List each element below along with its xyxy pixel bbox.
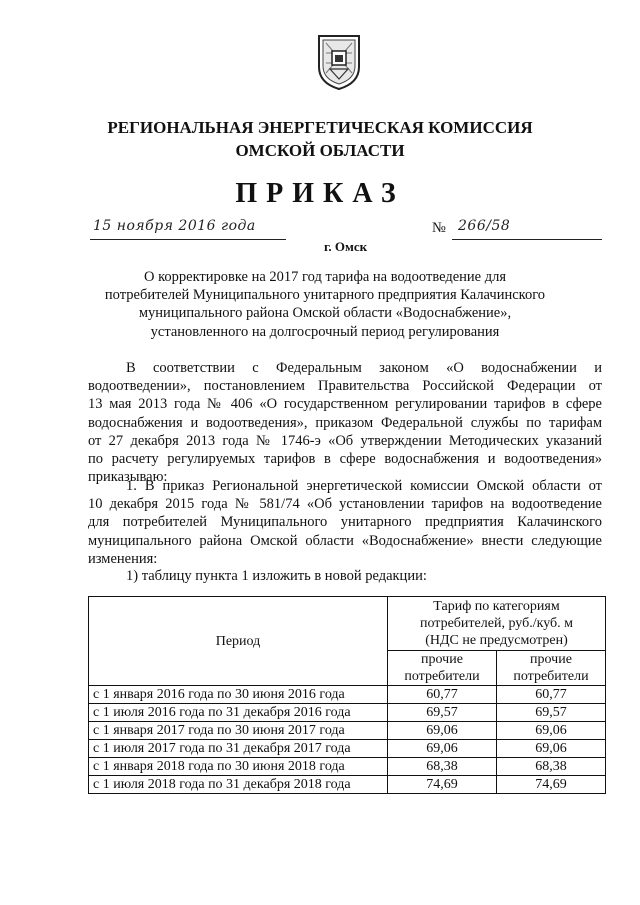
col2-header-line: прочие (530, 651, 572, 667)
coat-of-arms-icon (316, 33, 362, 91)
period-cell: с 1 января 2018 года по 30 июня 2018 года (89, 758, 388, 776)
preamble-line: 13 мая 2013 года № 406 «О государственном регулировании тарифов в сфере (88, 396, 602, 413)
tariff-value-cell: 69,57 (497, 704, 606, 722)
tariff-value-cell: 69,06 (497, 722, 606, 740)
preamble-line: В соответствии с Федеральным законом «О водоснабжении и (126, 360, 602, 376)
period-cell: с 1 июля 2018 года по 31 декабря 2018 года (89, 776, 388, 794)
table-row (89, 704, 606, 722)
item1-line: для потребителей Муниципального унитарного предприятия Калачинского (88, 514, 602, 531)
subject-line: потребителей Муниципального унитарного предприятия Калачинского (104, 287, 546, 304)
col2-header (497, 650, 606, 685)
tariff-value-cell: 69,06 (388, 740, 497, 758)
table-row (89, 686, 606, 704)
subject-line: муниципального района Омской области «Водоснабжение», (138, 305, 512, 322)
commission-name-line2: ОМСКОЙ ОБЛАСТИ (235, 141, 405, 160)
preamble-paragraph (88, 359, 602, 486)
col1-header-line: прочие (421, 651, 463, 667)
period-header: Период (89, 597, 388, 686)
table-row (89, 722, 606, 740)
tariff-value-cell: 74,69 (388, 776, 497, 794)
tariff-value-cell: 74,69 (497, 776, 606, 794)
item1-line: муниципального района Омской области «Водоснабжение» внести следующие (88, 532, 602, 549)
order-subject (80, 268, 570, 341)
preamble-line: приказываю: (88, 469, 168, 486)
col1-header-line: потребители (404, 668, 480, 684)
item1-line: 1. В приказ Региональной энергетической комиссии Омской области от (126, 478, 602, 494)
table-row (89, 758, 606, 776)
tariff-header-line: (НДС не предусмотрен) (425, 632, 568, 648)
preamble-line: водоснабжения и водоотведения», приказом Федеральной службы по тарифам (88, 414, 602, 431)
subject-line: О корректировке на 2017 год тарифа на водоотведение для (143, 269, 507, 285)
city-label: г. Омск (324, 239, 368, 254)
commission-name-line1: РЕГИОНАЛЬНАЯ ЭНЕРГЕТИЧЕСКАЯ КОМИССИЯ (107, 118, 533, 137)
tariff-value-cell: 69,06 (388, 722, 497, 740)
tariff-header-line: потребителей, руб./куб. м (420, 615, 573, 631)
tariff-value-cell: 60,77 (388, 686, 497, 704)
tariff-value-cell: 60,77 (497, 686, 606, 704)
period-cell: с 1 июля 2016 года по 31 декабря 2016 года (89, 704, 388, 722)
item-1-paragraph (88, 477, 602, 568)
preamble-line: по расчету регулируемых тарифов в сфере водоснабжения и водоотведения» (88, 451, 602, 468)
table-row (89, 740, 606, 758)
handwritten-number: 266/58 (458, 218, 511, 234)
date-underline (90, 239, 286, 240)
item1-line: 10 декабря 2015 года № 581/74 «Об установлении тарифов на водоотведение (88, 496, 602, 513)
tariff-header-line: Тариф по категориям (433, 598, 560, 614)
subject-line: установленного на долгосрочный период регулирования (150, 323, 500, 340)
tariff-header (388, 597, 606, 651)
table-row (89, 776, 606, 794)
handwritten-date: 15 ноября 2016 года (93, 218, 256, 234)
preamble-line: водоотведении», постановлением Правительства Российской Федерации от (88, 378, 602, 395)
col1-header (388, 650, 497, 685)
period-cell: с 1 июля 2017 года по 31 декабря 2017 года (89, 740, 388, 758)
number-prefix: № (432, 220, 446, 236)
col2-header-line: потребители (513, 668, 589, 684)
subitem-1: 1) таблицу пункта 1 изложить в новой редакции: (126, 568, 427, 584)
number-underline (452, 239, 602, 240)
period-cell: с 1 января 2016 года по 30 июня 2016 года (89, 686, 388, 704)
document-type-title: ПРИКАЗ (235, 178, 405, 209)
preamble-line: от 27 декабря 2013 года № 1746-э «Об утверждении Методических указаний (88, 432, 602, 449)
table-header-row (89, 597, 606, 651)
tariff-table (88, 596, 606, 794)
tariff-value-cell: 68,38 (388, 758, 497, 776)
item1-line: изменения: (88, 550, 158, 567)
tariff-value-cell: 68,38 (497, 758, 606, 776)
tariff-value-cell: 69,06 (497, 740, 606, 758)
tariff-value-cell: 69,57 (388, 704, 497, 722)
period-cell: с 1 января 2017 года по 30 июня 2017 года (89, 722, 388, 740)
